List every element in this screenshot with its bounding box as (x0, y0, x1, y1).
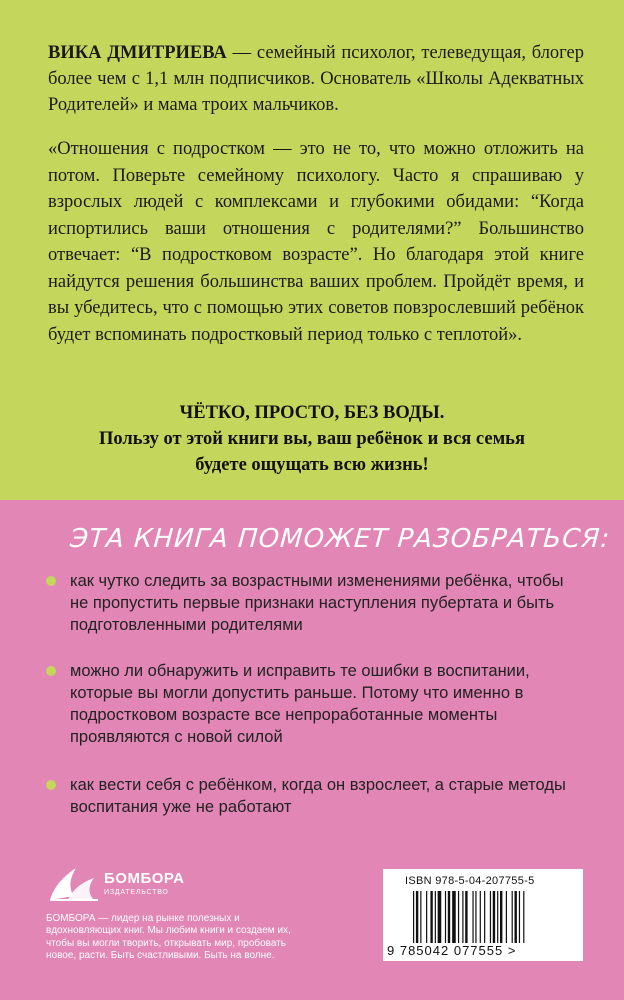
tagline-line-2: Пользу от этой книги вы, ваш ребёнок и вся семья (99, 429, 525, 449)
list-item-text: можно ли обнаружить и исправить те ошибки в воспитании, которые вы могли допустить раньше. Потому что именно в подростковом возрасте все непроработанные моменты проявляются с новой силой (70, 662, 530, 746)
bullet-dot-icon (46, 666, 56, 676)
list-item-text: как чутко следить за возрастными изменениями ребёнка, чтобы не пропустить первые признаки наступления пубертата и быть подготовленными родителями (70, 572, 564, 634)
author-bio (48, 40, 584, 118)
author-name: ВИКА ДМИТРИЕВА (48, 43, 227, 63)
list-item-text: как вести себя с ребёнком, когда он взрослеет, а старые методы воспитания уже не работают (70, 776, 566, 816)
tagline (30, 400, 594, 478)
list-item (46, 774, 586, 818)
list-item (46, 660, 586, 748)
barcode-digits: 9 785042 077555 > (387, 943, 517, 958)
isbn-label: ISBN 978-5-04-207755-5 (405, 875, 535, 887)
list-item (46, 570, 586, 636)
publisher-logo-sub: ИЗДАТЕЛЬСТВО (104, 889, 169, 896)
barcode-bars-icon (413, 891, 563, 943)
publisher-logo-name: БОМБОРА (104, 870, 185, 887)
publisher-description: БОМБОРА — лидер на рынке полезных и вдохновляющих книг. Мы любим книги и создаем их, чтобы вы могли творить, открывать мир, пробовать новое, расти. Быть счастливыми. Быть на волне. (46, 913, 291, 962)
bullet-dot-icon (46, 780, 56, 790)
author-bio-text: — семейный психолог, телеведущая, блогер более чем с 1,1 млн подписчиков. Основатель «Школы Адекватных Родителей» и мама троих мальчиков. (48, 43, 584, 115)
tagline-line-3: будете ощущать всю жизнь! (195, 455, 429, 475)
author-quote: «Отношения с подростком — это не то, что можно отложить на потом. Поверьте семейному психологу. Часто я спрашиваю у взрослых людей с комплексами и глубокими обидами: “Когда испортились ваши отношения с родителями?” Большинство отвечает: “В подростковом возрасте”. Но благодаря этой книге найдутся решения большинства ваших проблем. Пройдёт время, и вы убедитесь, что с помощью этих советов повзрослевший ребёнок будет вспоминать подростковый период только с теплотой». (48, 139, 584, 345)
helps-title: ЭТА КНИГА ПОМОЖЕТ РАЗОБРАТЬСЯ: (68, 524, 612, 554)
barcode (383, 869, 583, 961)
bullet-dot-icon (46, 576, 56, 586)
helps-list (46, 570, 586, 838)
tagline-line-1: ЧЁТКО, ПРОСТО, БЕЗ ВОДЫ. (179, 403, 445, 423)
